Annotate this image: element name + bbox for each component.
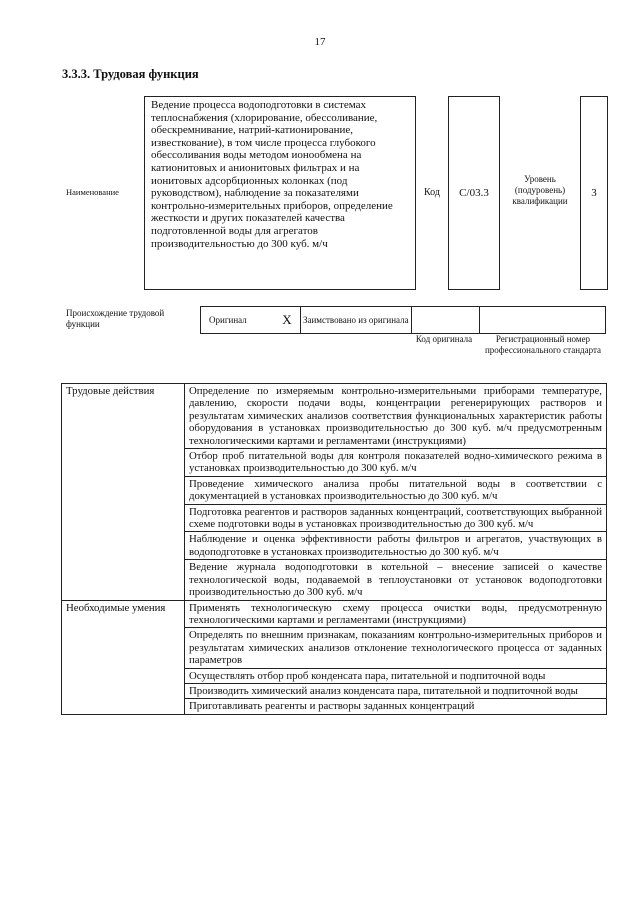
function-details-table [61, 383, 607, 715]
level-value: 3 [580, 96, 608, 290]
code-value: C/03.3 [448, 96, 500, 290]
origin-label: Происхождение трудовой функции [66, 308, 165, 329]
skill-item: Производить химический анализ конденсата пара, питательной и подпиточной воды [185, 683, 607, 698]
section-title: 3.3.3. Трудовая функция [62, 67, 199, 81]
code-label: Код [424, 187, 440, 198]
original-mark: X [282, 312, 292, 327]
required-skills-label: Необходимые умения [62, 600, 185, 714]
labor-action-item: Отбор проб питательной воды для контроля показателей водно-химического режима в установках производительностью до 300 куб. м/ч [185, 449, 607, 477]
labor-action-item: Подготовка реагентов и растворов заданных концентраций, соответствующих выбранной схеме подготовки воды в установках производительностью до 300 куб. м/ч [185, 504, 607, 532]
skill-item: Определять по внешним признакам, показаниям контрольно-измерительных приборов и результатам химических анализов отклонение технологического процесса от заданных параметров [185, 628, 607, 668]
function-name-box: Ведение процесса водоподготовки в системах теплоснабжения (хлорирование, обессоливание, обескремнивание, натрий-катионирование, известкование), в том числе процесса глубокого обессоливания воды методом ионообмена на катионитовых и анионитовых фильтрах и на ионитовых адсорбционных колонках (под руководством), наблюдение за показателями контрольно-измерительных приборов, определение жесткости и других показателей качества подготовленной воды для агрегатов производительностью до 300 куб. м/ч [144, 96, 416, 290]
name-label: Наименование [66, 187, 119, 197]
original-cell [201, 307, 301, 333]
code-original-cell [412, 307, 480, 333]
borrowed-label: Заимствовано из оригинала [301, 307, 412, 333]
labor-action-item: Определение по измеряемым контрольно-измерительными приборами температуре, давлению, скорости подачи воды, концентрации регенерирующих растворов и результатам химических анализов соответствия функциональных характеристик работы оборудования в установках производительностью до 300 куб. м/ч предусмотренным технологическими картами и регламентами (инструкциями) [185, 384, 607, 449]
page-number: 17 [314, 36, 326, 48]
reg-number-label: Регистрационный номер профессионального стандарта [484, 334, 602, 355]
original-label: Оригинал [209, 315, 247, 325]
skill-item: Приготавливать реагенты и растворы заданных концентраций [185, 699, 607, 714]
labor-actions-label: Трудовые действия [62, 384, 185, 601]
labor-action-item: Наблюдение и оценка эффективности работы фильтров и агрегатов, участвующих в водоподготовке в установках производительностью до 300 куб. м/ч [185, 532, 607, 560]
origin-row [200, 306, 606, 334]
level-label: Уровень (подуровень) квалификации [512, 174, 568, 206]
table-row [62, 384, 607, 449]
labor-action-item: Ведение журнала водоподготовки в котельной – внесение записей о качестве технологической воды, подаваемой в теплоустановки от установок водоподготовки производительностью до 300 куб. м/ч [185, 560, 607, 600]
reg-number-cell [480, 307, 605, 333]
skill-item: Осуществлять отбор проб конденсата пара, питательной и подпиточной воды [185, 668, 607, 683]
code-original-label: Код оригинала [415, 334, 473, 344]
labor-action-item: Проведение химического анализа пробы питательной воды в соответствии с документацией в установках производительностью до 300 куб. м/ч [185, 476, 607, 504]
skill-item: Применять технологическую схему процесса очистки воды, предусмотренную технологическими картами и регламентами (инструкциями) [185, 600, 607, 628]
table-row [62, 600, 607, 628]
